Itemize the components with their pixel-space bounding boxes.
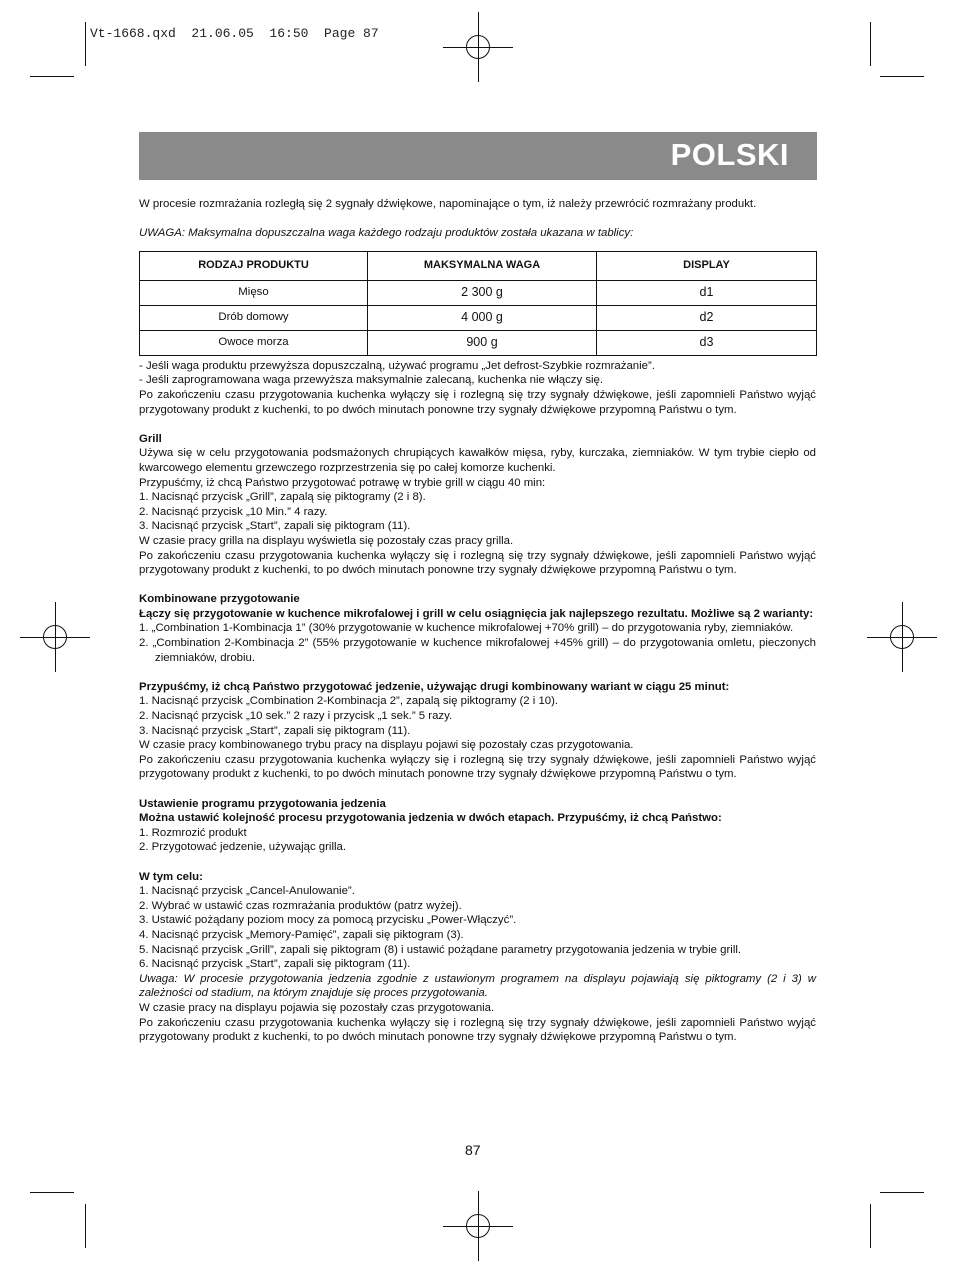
program-lead: Można ustawić kolejność procesu przygotowania jedzenia w dwóch etapach. Przypuśćmy, iż chcą Państwo:: [139, 812, 722, 825]
table-header-cell: MAKSYMALNA WAGA: [368, 251, 597, 280]
program-step: 2. Wybrać w ustawić czas rozmrażania produktów (patrz wyżej).: [139, 899, 462, 912]
display-cell: d1: [597, 280, 817, 305]
language-title: POLSKI: [670, 137, 789, 172]
language-header: [139, 132, 817, 180]
combo-variant: 1. „Combination 1-Kombinacja 1” (30% przygotowanie w kuchence mikrofalowej +70% grill) – do przygotowania ryby, ziemniaków.: [139, 622, 794, 635]
combo-example-heading: Przypuśćmy, iż chcą Państwo przygotować jedzenie, używając drugi kombinowany wariant w ciągu 25 minut:: [139, 680, 730, 693]
program-step: 3. Ustawić pożądany poziom mocy za pomocą przycisku „Power-Włączyć”.: [139, 914, 517, 927]
crop-mark: [30, 76, 74, 77]
print-slug: Vt-1668.qxd 21.06.05 16:50 Page 87: [90, 26, 379, 41]
combo-variant: 2. „Combination 2-Kombinacja 2” (55% przygotowanie w kuchence mikrofalowej +45% grill) – do przygotowania omletu, pieczonych ziemniaków, drobiu.: [139, 637, 816, 664]
combo-step: 1. Nacisnąć przycisk „Combination 2-Kombinacja 2”, zapalą się piktogramy (2 i 10).: [139, 695, 559, 708]
product-cell: Drób domowy: [140, 305, 368, 330]
registration-mark: [466, 1214, 490, 1238]
crop-mark: [870, 1204, 871, 1248]
grill-heading: Grill: [139, 432, 162, 445]
program-step: 4. Nacisnąć przycisk „Memory-Pamięć”, zapali się piktogram (3).: [139, 928, 464, 941]
crop-mark: [30, 1192, 74, 1193]
display-cell: d3: [597, 330, 817, 355]
grill-text: Przypuśćmy, iż chcą Państwo przygotować potrawę w trybie grill w ciągu 40 min:: [139, 476, 546, 489]
combo-step: 2. Nacisnąć przycisk „10 sek.” 2 razy i przycisk „1 sek.” 5 razy.: [139, 710, 453, 723]
weight-cell: 900 g: [368, 330, 597, 355]
weight-cell: 2 300 g: [368, 280, 597, 305]
grill-text: Używa się w celu przygotowania podsmażonych chrupiących kawałków mięsa, ryby, kurczaka, ziemniaków. W tym trybie ciepło od kwarcowego elementu grzewczego rozprzestrzenia się po całej komorze kuchenki.: [139, 447, 816, 474]
grill-text: W czasie pracy grilla na displayu wyświetla się pozostały czas pracy grilla.: [139, 534, 514, 547]
grill-step: 3. Nacisnąć przycisk „Start”, zapali się piktogram (11).: [139, 520, 411, 533]
combo-lead: Łączy się przygotowanie w kuchence mikrofalowej i grill w celu osiągnięcia jak najlepszego rezultatu. Możliwe są 2 warianty:: [139, 607, 814, 620]
program-heading: Ustawienie programu przygotowania jedzenia: [139, 797, 386, 810]
table-note: UWAGA: Maksymalna dopuszczalna waga każdego rodzaju produktów została ukazana w tablicy:: [139, 227, 634, 240]
product-cell: Owoce morza: [140, 330, 368, 355]
crop-mark: [880, 1192, 924, 1193]
defrost-note: - Jeśli zaprogramowana waga przewyższa maksymalnie zalecaną, kuchenka nie włączy się.: [139, 374, 604, 387]
table-row: [140, 305, 817, 330]
combo-step: 3. Nacisnąć przycisk „Start”, zapali się piktogram (11).: [139, 724, 411, 737]
table-row: [140, 280, 817, 305]
registration-mark: [890, 625, 914, 649]
weight-cell: 4 000 g: [368, 305, 597, 330]
product-cell: Mięso: [140, 280, 368, 305]
crop-mark: [85, 1204, 86, 1248]
registration-mark: [43, 625, 67, 649]
end-signal-text: Po zakończeniu czasu przygotowania kuchenka wyłączy się i rozlegną się trzy sygnały dźwiękowe, jeśli zapomnieli Państwo wyjąć przygotowany produkt z kuchenki, to po dwóch minutach ponowne trzy sygnały dźwiękowe przypomną Państwu o tym.: [139, 549, 816, 577]
page-number: 87: [465, 1142, 481, 1158]
program-step: 6. Nacisnąć przycisk „Start”, zapali się piktogram (11).: [139, 958, 411, 971]
table-header-cell: DISPLAY: [597, 251, 817, 280]
combo-text: W czasie pracy kombinowanego trybu pracy na displayu pojawi się pozostały czas przygotowania.: [139, 739, 634, 752]
table-header-cell: RODZAJ PRODUKTU: [140, 251, 368, 280]
program-item: 1. Rozmrozić produkt: [139, 826, 247, 839]
end-signal-text: Po zakończeniu czasu przygotowania kuchenka wyłączy się i rozlegną się trzy sygnały dźwiękowe, jeśli zapomnieli Państwo wyjąć przygotowany produkt z kuchenki, to po dwóch minutach ponowne trzy sygnały dźwiękowe przypomną Państwu o tym.: [139, 1016, 816, 1044]
grill-step: 2. Nacisnąć przycisk „10 Min.” 4 razy.: [139, 505, 328, 518]
combo-heading: Kombinowane przygotowanie: [139, 593, 300, 606]
defrost-note: - Jeśli waga produktu przewyższa dopuszczalną, używać programu „Jet defrost-Szybkie rozmrażanie”.: [139, 359, 655, 372]
page-body: [139, 197, 816, 1045]
display-cell: d2: [597, 305, 817, 330]
grill-step: 1. Nacisnąć przycisk „Grill”, zapalą się piktogramy (2 i 8).: [139, 491, 426, 504]
program-steps-heading: W tym celu:: [139, 870, 203, 883]
crop-mark: [85, 22, 86, 66]
table-row: [140, 330, 817, 355]
crop-mark: [880, 76, 924, 77]
program-text: W czasie pracy na displayu pojawia się pozostały czas przygotowania.: [139, 1001, 495, 1014]
end-signal-text: Po zakończeniu czasu przygotowania kuchenka wyłączy się i rozlegną się trzy sygnały dźwiękowe, jeśli zapomnieli Państwo wyjąć przygotowany produkt z kuchenki, to po dwóch minutach ponowne trzy sygnały dźwiękowe przypomną Państwu o tym.: [139, 388, 816, 416]
intro-paragraph: W procesie rozmrażania rozległą się 2 sygnały dźwiękowe, napominające o tym, iż należy przewrócić rozmrażany produkt.: [139, 198, 757, 210]
registration-mark: [466, 35, 490, 59]
weight-table: [139, 251, 817, 356]
crop-mark: [870, 22, 871, 66]
end-signal-text: Po zakończeniu czasu przygotowania kuchenka wyłączy się i rozlegną się trzy sygnały dźwiękowe, jeśli zapomnieli Państwo wyjąć przygotowany produkt z kuchenki, to po dwóch minutach ponowne trzy sygnały dźwiękowe przypomną Państwu o tym.: [139, 753, 816, 781]
program-item: 2. Przygotować jedzenie, używając grilla.: [139, 841, 347, 854]
program-step: 1. Nacisnąć przycisk „Cancel-Anulowanie”.: [139, 885, 355, 898]
program-note: Uwaga: W procesie przygotowania jedzenia zgodnie z ustawionym programem na displayu pojawiają się piktogramy (2 i 3) w zależności od stadium, na którym znajduje się proces przygotowania.: [139, 972, 816, 1000]
table-header-row: [140, 251, 817, 280]
program-step: 5. Nacisnąć przycisk „Grill”, zapali się piktogram (8) i ustawić pożądane parametry przygotowania jedzenia w trybie grill.: [139, 943, 742, 956]
